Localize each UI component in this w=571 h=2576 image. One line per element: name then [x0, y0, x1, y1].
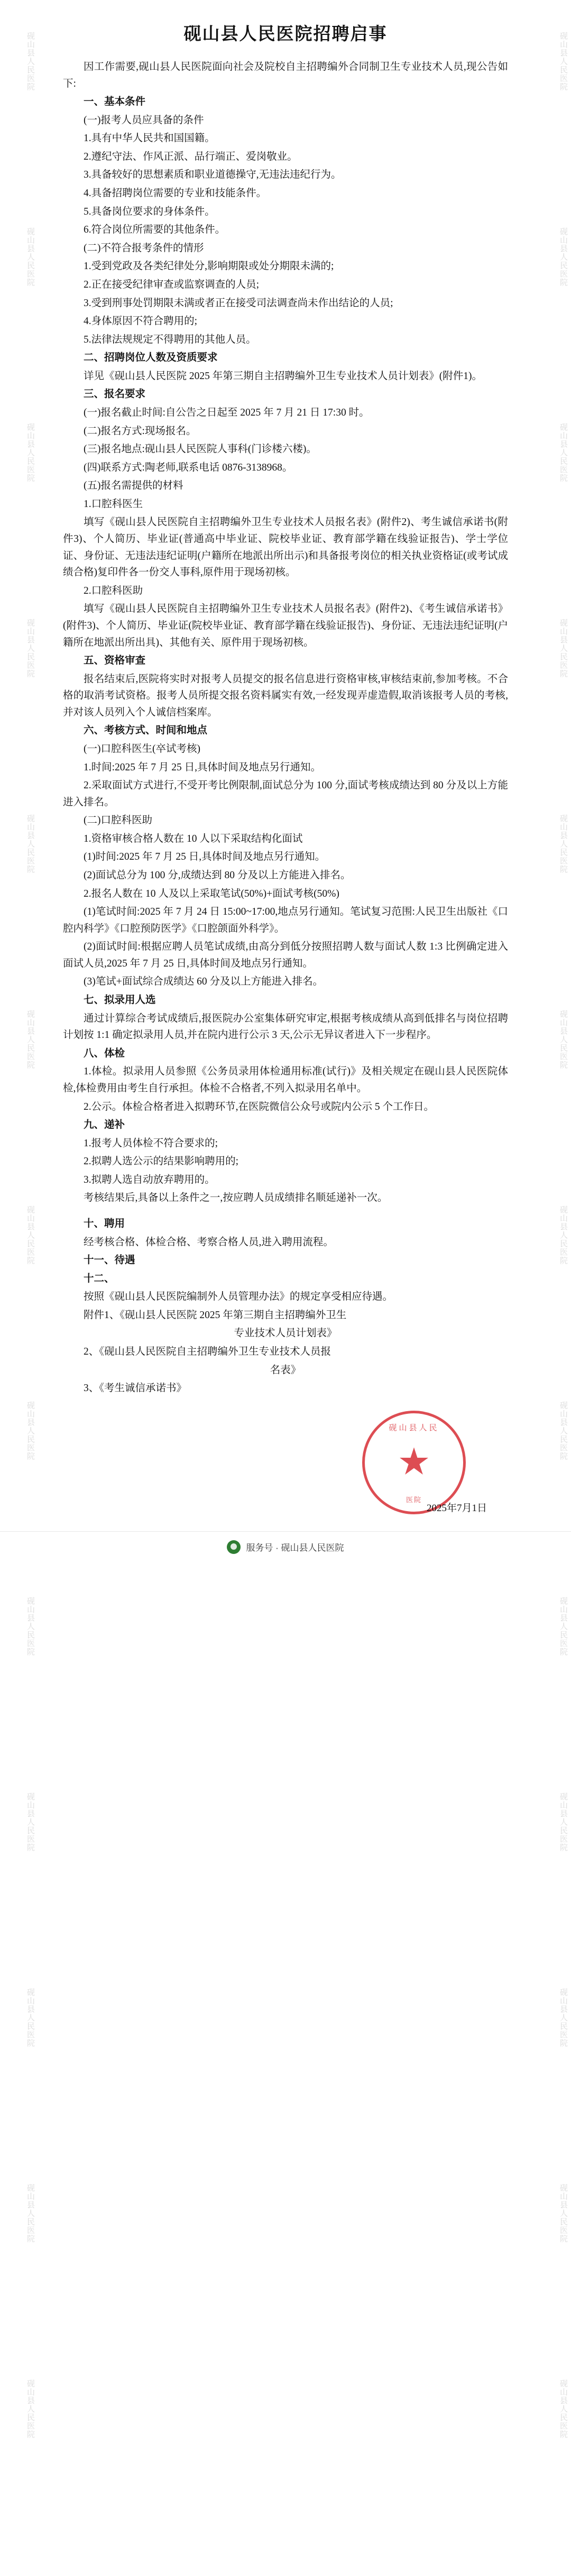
paragraph: 填写《砚山县人民医院自主招聘编外卫生专业技术人员报名表》(附件2)、考生诚信承诺书(附件3)、个人简历、毕业证(普通高中毕业证、院校毕业证、教育部学籍在线验证报告)、学士学位证、身份证、无违法违纪证明(户籍所在地派出所出示)和具备报考岗位的相关执业资格证(或考试成绩合格)复印件各一份交人事科,原件用于现场初核。 — [63, 517, 508, 578]
watermark-text: 砚山县人民医院 — [26, 1597, 35, 1656]
paragraph: 1.受到党政及各类纪律处分,影响期限或处分期限未满的; — [84, 261, 334, 272]
watermark-text: 砚山县人民医院 — [26, 1206, 35, 1265]
paragraph: 报名结束后,医院将实时对报考人员提交的报名信息进行资格审核,审核结束前,参加考核。不合格的取消考试资格。报考人员所提交报名资料属实有效,一经发现弄虚造假,取消该报考人员的考核,并对该人员列入个人诚信档案库。 — [63, 673, 508, 718]
watermark-text: 砚山县人民医院 — [26, 32, 35, 91]
paragraph: 填写《砚山县人民医院自主招聘编外卫生专业技术人员报名表》(附件2)、《考生诚信承诺书》(附件3)、个人简历、毕业证(院校毕业证、教育部学籍在线验证报告)、身份证、无违法违纪证明(户籍所在地派出所出具)、其他有关、原件用于现场初核。 — [63, 603, 508, 648]
paragraph: (一)口腔科医生(卒试考核) — [84, 743, 200, 755]
paragraph: (二)报名方式:现场报名。 — [84, 425, 197, 437]
paragraph: 1.报考人员体检不符合要求的; — [84, 1137, 218, 1149]
paragraph: 2.遵纪守法、作风正派、品行端正、爱岗敬业。 — [84, 151, 298, 162]
seal-circle — [362, 1411, 466, 1514]
watermark-text: 砚山县人民医院 — [26, 619, 35, 678]
section-heading: 九、递补 — [84, 1119, 125, 1131]
paragraph: 1.口腔科医生 — [84, 498, 143, 510]
paragraph: (一)报考人员应具备的条件 — [84, 114, 204, 126]
watermark-text: 砚山县人民医院 — [559, 1597, 568, 1656]
paragraph: (2)面试时间:根据应聘人员笔试成绩,由高分到低分按照招聘人数与面试人数 1:3 比例确定进入面试人员,2025 年 7 月 25 日,具体时间及地点另行通知。 — [63, 941, 508, 969]
watermark-text: 砚山县人民医院 — [26, 1010, 35, 1069]
section-heading: 一、基本条件 — [84, 96, 146, 108]
paragraph: (四)联系方式:陶老师,联系电话 0876-3138968。 — [84, 462, 293, 473]
watermark-text: 砚山县人民医院 — [559, 1988, 568, 2047]
account-name: 服务号 · 砚山县人民医院 — [246, 1543, 344, 1553]
watermark-text: 砚山县人民医院 — [559, 1010, 568, 1069]
seal-org-bottom: 医院 — [406, 1495, 422, 1504]
watermark-text: 砚山县人民医院 — [26, 1792, 35, 1852]
watermark-text: 砚山县人民医院 — [26, 1401, 35, 1460]
section-heading: 七、拟录用人选 — [84, 995, 156, 1006]
paragraph: 因工作需要,砚山县人民医院面向社会及院校自主招聘编外合同制卫生专业技术人员,现公告如下: — [63, 61, 508, 89]
paragraph: 4.具备招聘岗位需要的专业和技能条件。 — [84, 188, 267, 199]
paragraph: 6.符合岗位所需要的其他条件。 — [84, 224, 226, 236]
watermark-text: 砚山县人民医院 — [559, 619, 568, 678]
paragraph-spacer — [63, 1208, 508, 1216]
paragraph: (五)报名需提供的材料 — [84, 480, 183, 492]
official-seal — [362, 1411, 487, 1516]
section-heading: 五、资格审查 — [84, 655, 146, 667]
paragraph: 考核结果后,具备以上条件之一,按应聘人员成绩排名顺延递补一次。 — [84, 1192, 388, 1204]
paragraph: 5.法律法规规定不得聘用的其他人员。 — [84, 334, 256, 345]
signature-block — [19, 1411, 552, 1522]
section-heading: 十、聘用 — [84, 1218, 125, 1229]
paragraph: (3)笔试+面试综合成绩达 60 分及以上方能进入排名。 — [84, 976, 323, 988]
paragraph-centered: 名表》 — [270, 1364, 301, 1376]
page-title: 砚山县人民医院招聘启事 — [183, 25, 388, 44]
watermark-text: 砚山县人民医院 — [559, 2184, 568, 2243]
section-heading: 十一、待遇 — [84, 1255, 135, 1266]
signature-date: 2025年7月1日 — [426, 1502, 487, 1514]
paragraph: 3.具备较好的思想素质和职业道德操守,无违法违纪行为。 — [84, 169, 342, 181]
seal-org-top: 砚山县人民 — [389, 1423, 439, 1432]
paragraph: 5.具备岗位要求的身体条件。 — [84, 206, 215, 217]
paragraph: 1.资格审核合格人数在 10 人以下采取结构化面试 — [84, 833, 303, 844]
paragraph: 4.身体原因不符合聘用的; — [84, 316, 198, 327]
hospital-avatar-icon — [227, 1540, 241, 1554]
paragraph: (1)笔试时间:2025 年 7 月 24 日 15:00~17:00,地点另行通知。笔试复习范围:人民卫生出版社《口腔内科学》《口腔预防医学》《口腔颌面外科学》。 — [63, 906, 508, 934]
paragraph: 2.正在接受纪律审查或监察调查的人员; — [84, 279, 260, 290]
section-heading: 八、体检 — [84, 1047, 125, 1059]
watermark-text: 砚山县人民医院 — [26, 423, 35, 482]
paragraph: 3.拟聘人选自动放弃聘用的。 — [84, 1174, 215, 1185]
watermark-text: 砚山县人民医院 — [559, 1206, 568, 1265]
document-paragraphs — [63, 59, 508, 1397]
paragraph: 2.报名人数在 10 人及以上采取笔试(50%)+面试考核(50%) — [84, 888, 339, 899]
paragraph: 通过计算综合考试成绩后,报医院办公室集体研究审定,根据考核成绩从高到低排名与岗位招聘计划按 1:1 确定拟录用人员,并在院内进行公示 3 天,公示无异议者进入下一步程序。 — [63, 1013, 508, 1041]
paragraph: 2.采取面试方式进行,不受开考比例限制,面试总分为 100 分,面试考核成绩达到 80 分及以上方能进入排名。 — [63, 780, 508, 808]
watermark-text: 砚山县人民医院 — [559, 423, 568, 482]
watermark-text: 砚山县人民医院 — [26, 2379, 35, 2439]
watermark-text: 砚山县人民医院 — [559, 227, 568, 287]
paragraph: 3.受到刑事处罚期限未满或者正在接受司法调查尚未作出结论的人员; — [84, 297, 393, 309]
attachment-item: 3、《考生诚信承诺书》 — [84, 1383, 187, 1394]
paragraph: (2)面试总分为 100 分,成绩达到 80 分及以上方能进入排名。 — [84, 870, 351, 881]
paragraph: (一)报名截止时间:自公告之日起至 2025 年 7 月 21 日 17:30 时。 — [84, 407, 370, 418]
section-heading: 六、考核方式、时间和地点 — [84, 725, 208, 737]
paragraph: 1.体检。拟录用人员参照《公务员录用体检通用标准(试行)》及相关规定在砚山县人民医院体检,体检费用由考生自行承担。体检不合格者,不列入拟录用名单中。 — [63, 1066, 508, 1094]
watermark-text: 砚山县人民医院 — [26, 1988, 35, 2047]
paragraph: (三)报名地点:砚山县人民医院人事科(门诊楼六楼)。 — [84, 444, 317, 455]
paragraph: 2.公示。体检合格者进入拟聘环节,在医院微信公众号或院内公示 5 个工作日。 — [84, 1101, 435, 1112]
watermark-text: 砚山县人民医院 — [26, 814, 35, 873]
star-icon: ★ — [398, 1445, 430, 1479]
section-heading: 十二、 — [84, 1273, 115, 1284]
paragraph: 附件1、《砚山县人民医院 2025 年第三期自主招聘编外卫生 — [84, 1309, 347, 1321]
paragraph: 2.拟聘人选公示的结果影响聘用的; — [84, 1156, 239, 1167]
watermark-text: 砚山县人民医院 — [26, 2184, 35, 2243]
wechat-account-footer[interactable] — [0, 1531, 571, 1566]
paragraph: (二)不符合报考条件的情形 — [84, 242, 204, 254]
paragraph: 2.口腔科医助 — [84, 585, 143, 596]
section-heading: 三、报名要求 — [84, 389, 146, 400]
attachment-item: 2、《砚山县人民医院自主招聘编外卫生专业技术人员报 — [84, 1346, 331, 1358]
watermark-text: 砚山县人民医院 — [559, 814, 568, 873]
watermark-text: 砚山县人民医院 — [559, 2379, 568, 2439]
paragraph: 1.具有中华人民共和国国籍。 — [84, 133, 215, 144]
watermark-text: 砚山县人民医院 — [559, 1401, 568, 1460]
document-body — [19, 20, 552, 1397]
paragraph: (二)口腔科医助 — [84, 815, 152, 826]
paragraph: (1)时间:2025 年 7 月 25 日,具体时间及地点另行通知。 — [84, 851, 326, 863]
section-heading: 二、招聘岗位人数及资质要求 — [84, 352, 218, 364]
paragraph: 按照《砚山县人民医院编制外人员管理办法》的规定享受相应待遇。 — [84, 1291, 393, 1303]
paragraph: 经考核合格、体检合格、考察合格人员,进入聘用流程。 — [84, 1236, 334, 1248]
paragraph-centered: 专业技术人员计划表》 — [234, 1328, 337, 1339]
paragraph: 1.时间:2025 年 7 月 25 日,具体时间及地点另行通知。 — [84, 761, 321, 773]
watermark-text: 砚山县人民医院 — [26, 227, 35, 287]
paragraph: 详见《砚山县人民医院 2025 年第三期自主招聘编外卫生专业技术人员计划表》(附件1)。 — [84, 370, 482, 382]
watermark-text: 砚山县人民医院 — [559, 32, 568, 91]
watermark-text: 砚山县人民医院 — [559, 1792, 568, 1852]
